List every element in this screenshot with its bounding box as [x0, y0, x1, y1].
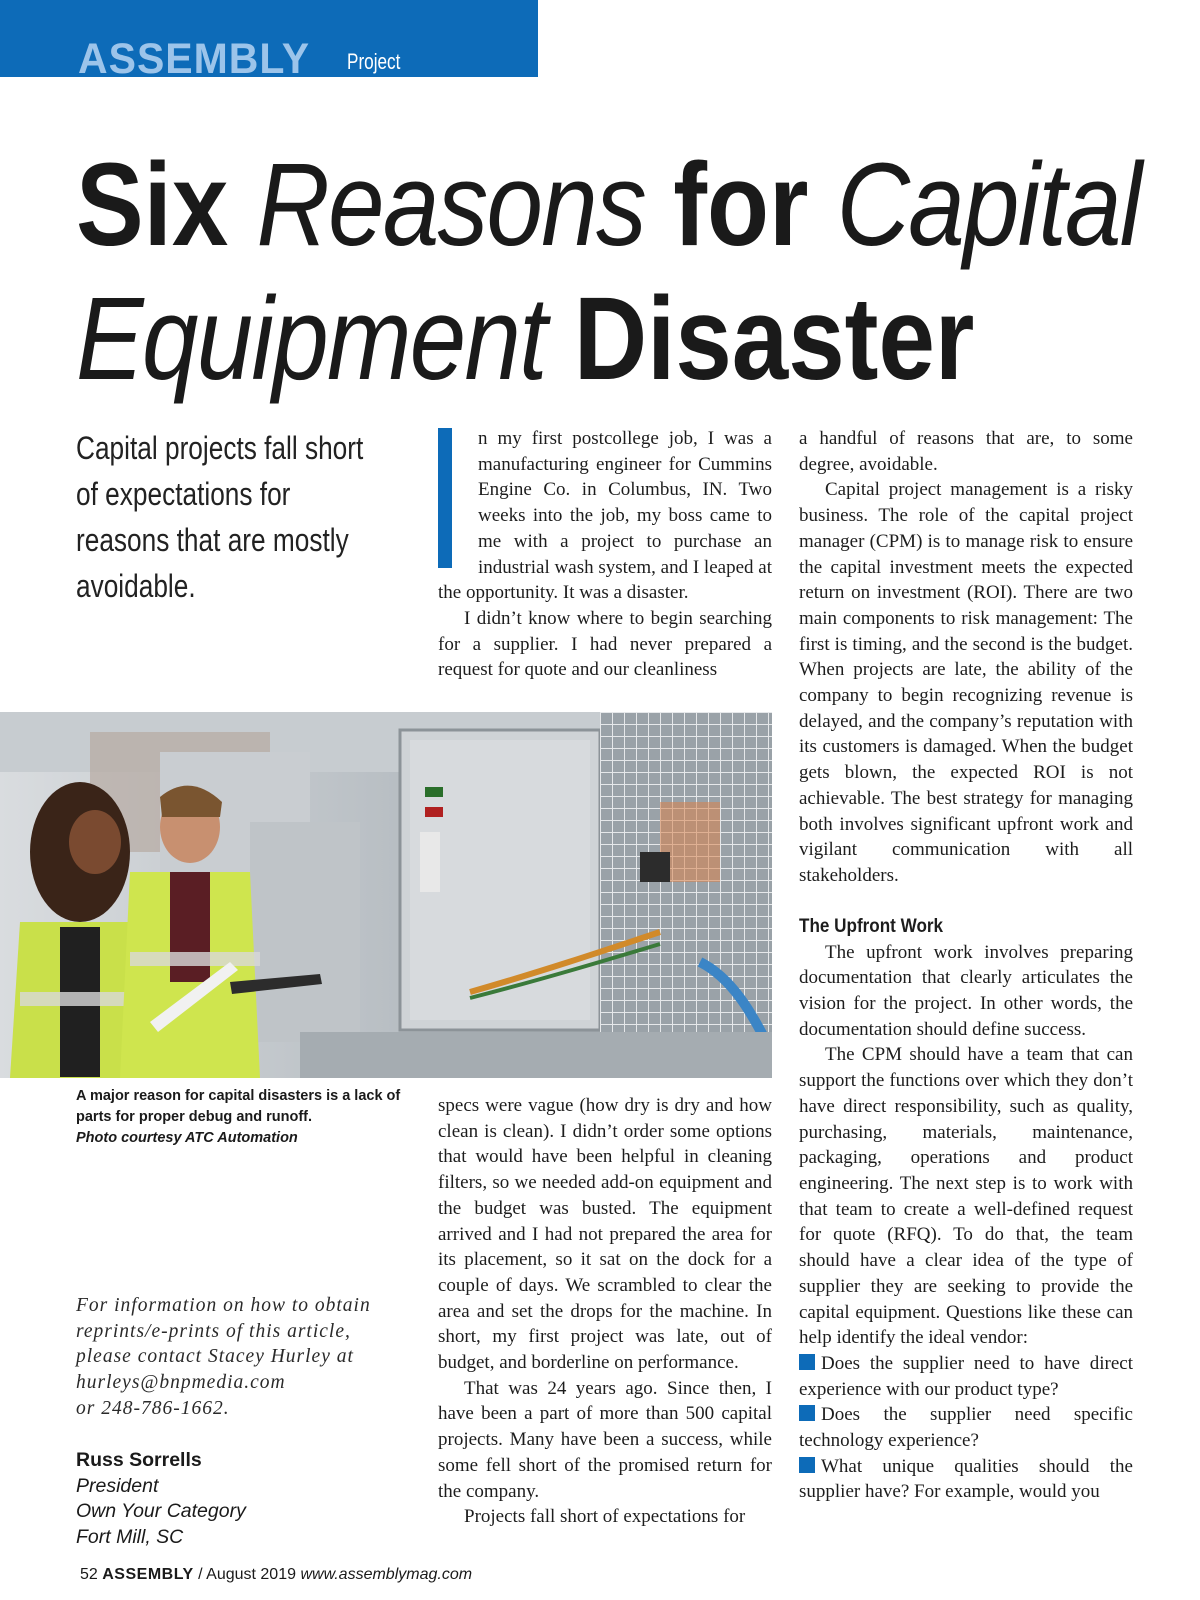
- magazine-brand: ASSEMBLY: [78, 34, 311, 83]
- bullet-text: Does the supplier need specific technology experience?: [799, 1404, 1133, 1452]
- reprint-phone: or 248-786-1662.: [76, 1397, 230, 1419]
- drop-cap-bar: [438, 428, 452, 568]
- footer-date: / August 2019: [198, 1566, 296, 1583]
- photo-credit: Photo courtesy ATC Automation: [76, 1130, 298, 1146]
- author-name: Russ Sorrells: [76, 1449, 202, 1471]
- factory-photo-illustration: [0, 712, 772, 1078]
- headline-line-2: [76, 273, 975, 405]
- bullet-text: Does the supplier need to have direct experience with our product type?: [799, 1352, 1133, 1400]
- article-photo: [0, 712, 772, 1078]
- caption-text: A major reason for capital disasters is a lack of parts for proper debug and runoff.: [76, 1088, 401, 1125]
- reprint-line: For information on how to obtain: [76, 1295, 371, 1316]
- section-subhead: The Upfront Work: [799, 915, 944, 937]
- article-column-right: [799, 426, 1133, 1505]
- article-paragraph: Capital project management is a risky business. The role of the capital project manager (CPM) is to manage risk to ensure the capital investment meets the expected return on investment (ROI). There are two main components to risk management: The first is timing, and the second is the budget. When projects are late, the ability of the company to begin recognizing revenue is delayed, and the company’s reputation with its customers is damaged. When the budget gets blown, the expected ROI is not achievable. The best strategy for managing both involves significant upfront work and vigilant communication with all stakeholders.: [799, 479, 1133, 886]
- headline-word: Six: [76, 139, 229, 271]
- headline-line-1: [76, 139, 1141, 271]
- author-title: President: [76, 1474, 159, 1497]
- square-bullet-icon: [799, 1354, 815, 1370]
- article-paragraph: I didn’t know where to begin searching for a supplier. I had never prepared a request for quote and our cleanliness: [438, 607, 772, 681]
- headline-word: Reasons: [256, 139, 646, 271]
- section-banner: [0, 0, 538, 100]
- page-footer: [80, 1566, 472, 1584]
- reprint-line: reprints/e-prints of this article,: [76, 1320, 351, 1342]
- author-location: Fort Mill, SC: [76, 1526, 184, 1549]
- article-paragraph: specs were vague (how dry is dry and how clean is clean). I didn’t order some options that would have been helpful in cleaning filters, so we needed add-on equipment and the budget was busted. The equipment arrived and I had not prepared the area for its placement, so it sat on the dock for a couple of days. We scrambled to clear the area and set the drops for the machine. In short, my first project was late, out of budget, and borderline on performance.: [438, 1095, 772, 1374]
- reprint-info: [76, 1293, 416, 1422]
- bullet-text: What unique qualities should the supplier have? For example, would you: [799, 1455, 1133, 1503]
- headline-word: for: [673, 139, 809, 271]
- footer-brand: ASSEMBLY: [102, 1566, 194, 1583]
- bullet-item: [799, 1454, 1133, 1505]
- headline-word: Equipment: [76, 273, 546, 405]
- square-bullet-icon: [799, 1457, 815, 1473]
- section-label: Project Management: [347, 49, 448, 100]
- headline-word: Capital: [836, 139, 1141, 271]
- footer-url[interactable]: www.assemblymag.com: [300, 1566, 473, 1583]
- article-column-middle-top: [438, 426, 772, 683]
- article-column-middle-bottom: [438, 1093, 772, 1530]
- bullet-item: [799, 1402, 1133, 1453]
- article-paragraph: The CPM should have a team that can support the functions over which they don’t have direct responsibility, such as quality, purchasing, materials, maintenance, packaging, operations and product engineering. The next step is to work with that team to create a well-defined request for quote (RFQ). To do that, the team should have a clear idea of the type of supplier they are seeking to provide the capital equipment. Questions like these can help identify the ideal vendor:: [799, 1044, 1133, 1349]
- page-number: 52: [80, 1566, 98, 1583]
- deck-subtitle: Capital projects fall short of expectations for reasons that are mostly avoidable.: [76, 430, 364, 604]
- reprint-line: please contact Stacey Hurley at: [76, 1346, 354, 1368]
- article-paragraph: The upfront work involves preparing documentation that clearly articulates the vision for the project. In other words, the documentation should define success.: [799, 941, 1133, 1040]
- author-company: Own Your Category: [76, 1500, 246, 1523]
- drop-cap: [438, 426, 478, 570]
- reprint-email: hurleys@bnpmedia.com: [76, 1372, 286, 1394]
- square-bullet-icon: [799, 1405, 815, 1421]
- bullet-item: [799, 1351, 1133, 1402]
- article-paragraph: Projects fall short of expectations for: [464, 1506, 746, 1528]
- article-paragraph: n my first postcollege job, I was a manufacturing engineer for Cummins Engine Co. in Columbus, IN. Two weeks into the job, my boss came to me with a project to purchase an industrial wash system, and I leaped at the opportunity. It was a disaster.: [438, 428, 772, 604]
- photo-caption: [76, 1086, 421, 1149]
- headline-word: Disaster: [573, 273, 975, 405]
- article-paragraph: That was 24 years ago. Since then, I have been a part of more than 500 capital projects. Many have been a success, while some fell short of the promised return for the company.: [438, 1377, 772, 1502]
- article-paragraph: a handful of reasons that are, to some degree, avoidable.: [799, 428, 1133, 475]
- author-bio: [76, 1448, 416, 1551]
